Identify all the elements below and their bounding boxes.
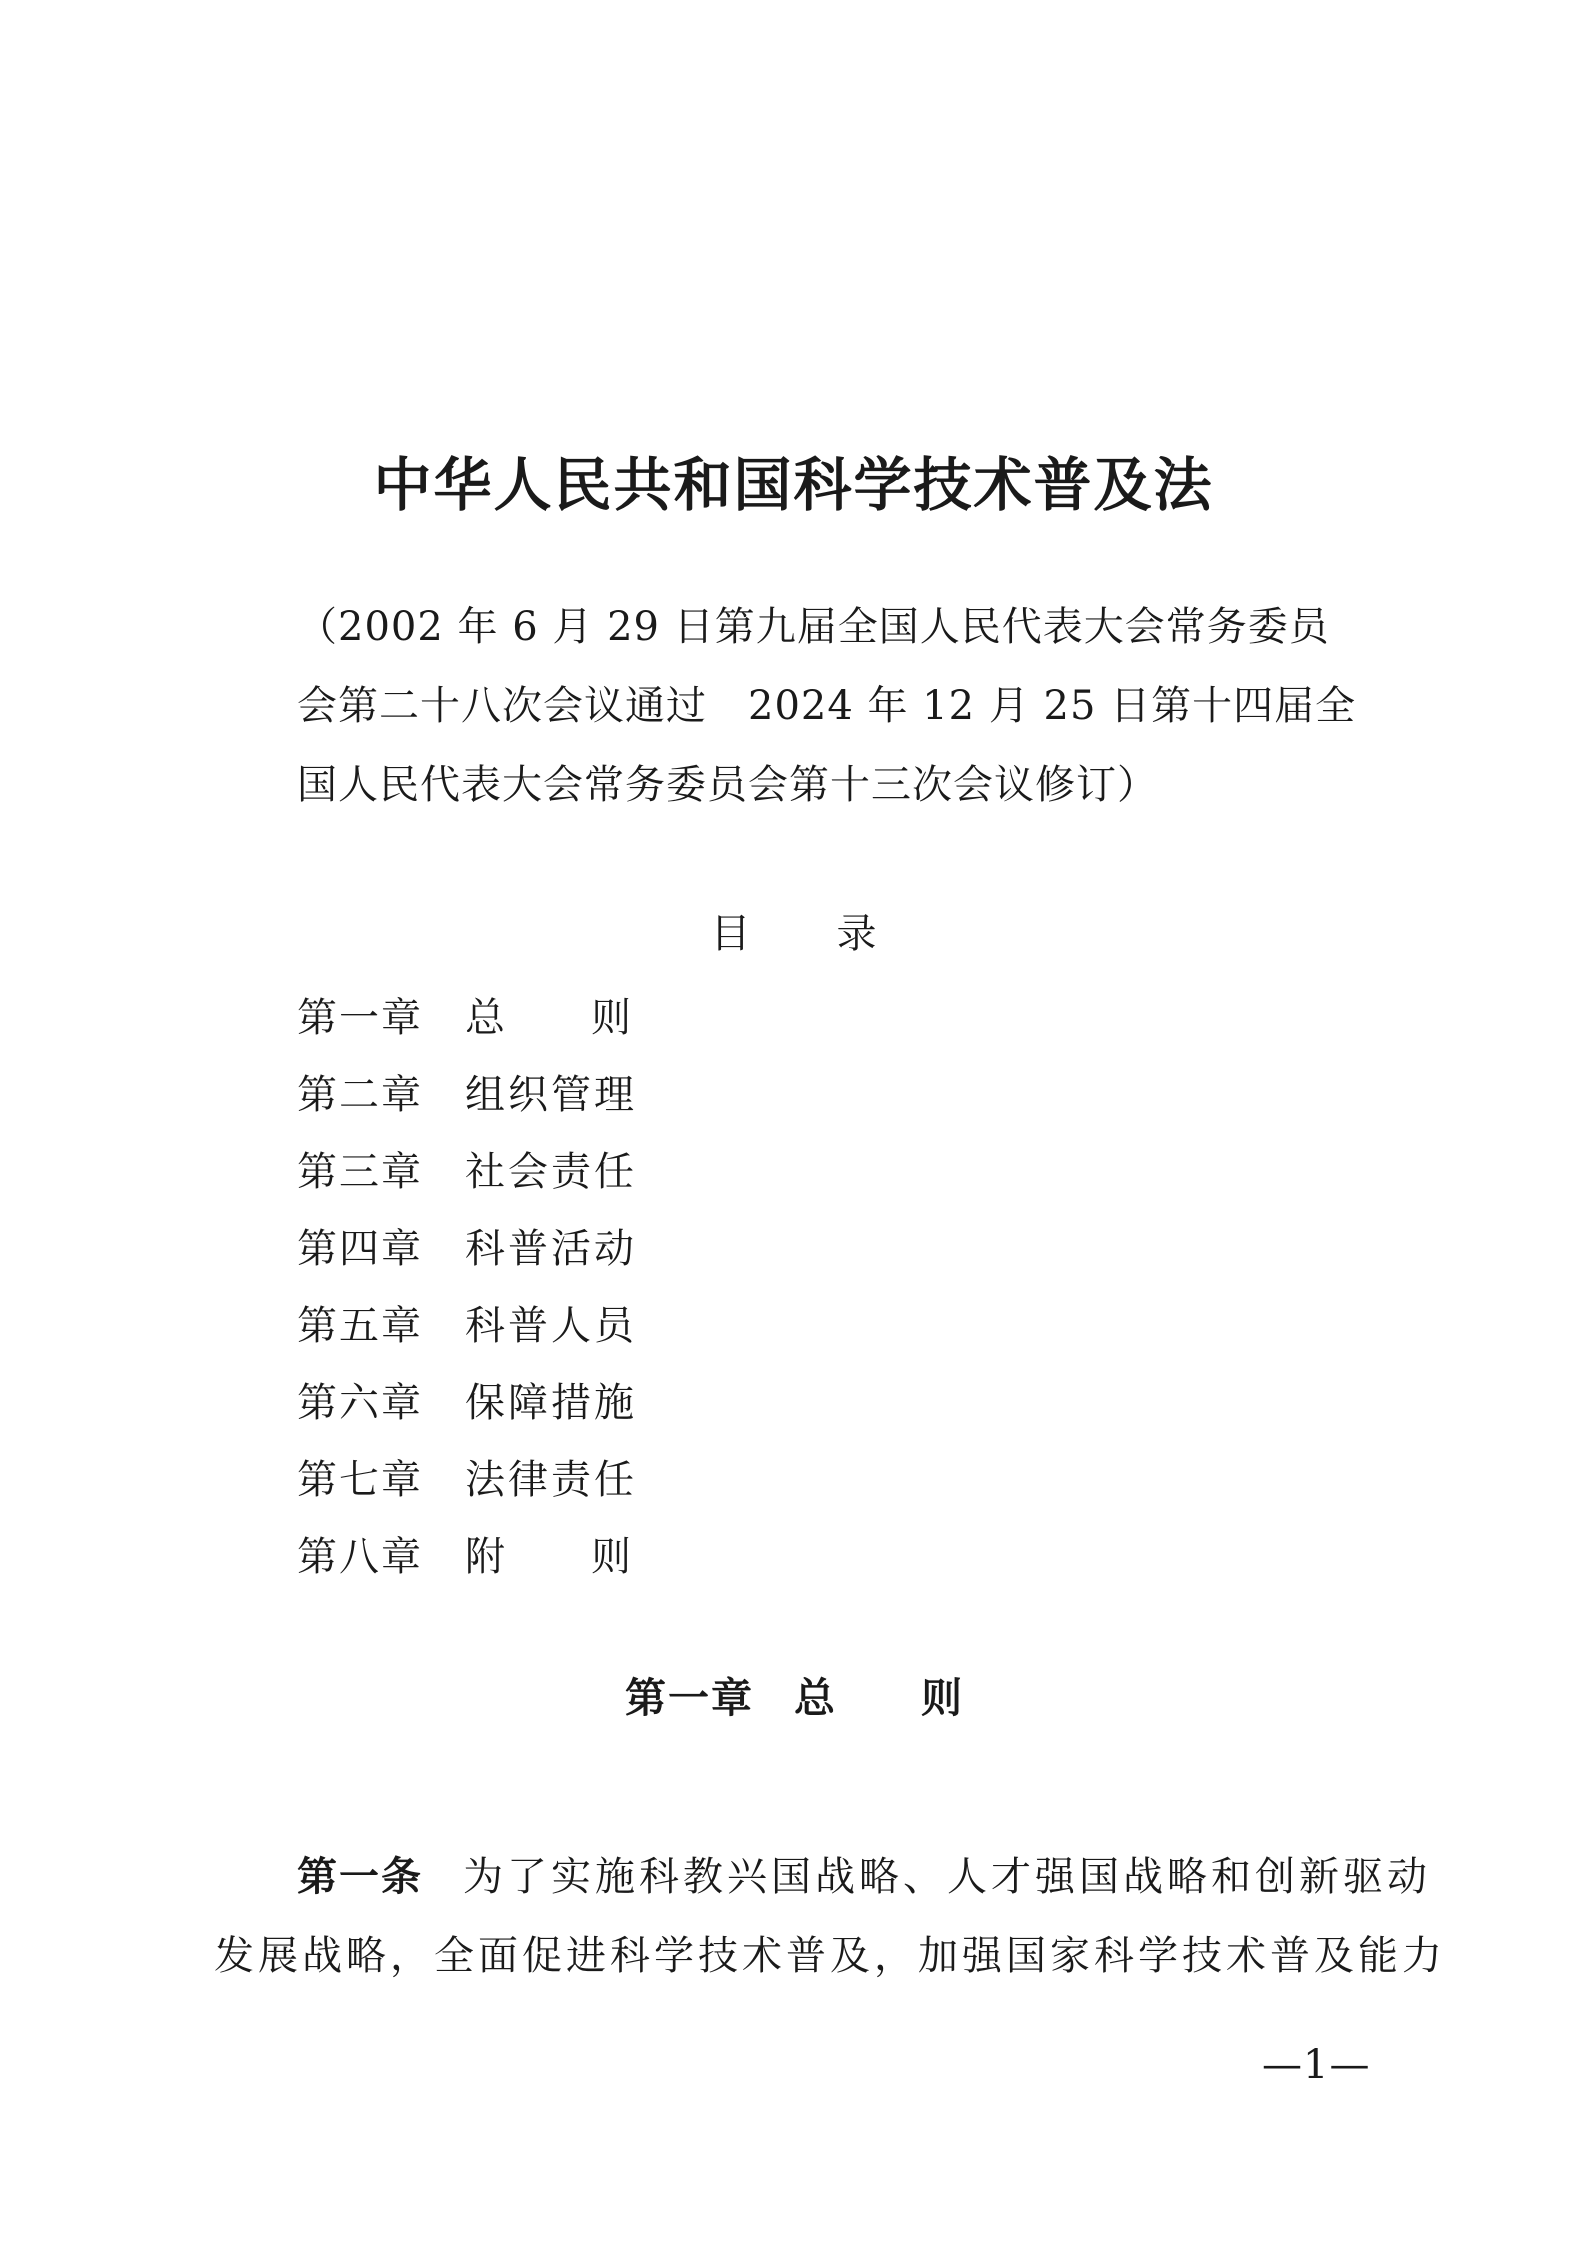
toc-item (297, 1134, 997, 1211)
toc-chapter-number: 第一章 (297, 995, 423, 1041)
adoption-note-line: 国人民代表大会常务委员会第十三次会议修订） (297, 762, 1158, 808)
table-of-contents (297, 980, 997, 1596)
article-paragraph (214, 1838, 1446, 1996)
article-first-line (214, 1838, 1431, 1917)
toc-chapter-number: 第三章 (297, 1149, 423, 1195)
adoption-note-line: （2002 年 6 月 29 日第九届全国人民代表大会常务委员 (297, 604, 1330, 650)
article-text: 发展战略，全面促进科学技术普及，加强国家科学技术普及能力 (214, 1933, 1446, 1979)
toc-item (297, 1365, 997, 1442)
article-label: 第一条 (297, 1854, 423, 1900)
page-number: —1— (1262, 2042, 1371, 2088)
chapter-number: 第一章 (625, 1674, 754, 1722)
toc-chapter-number: 第七章 (297, 1457, 423, 1503)
toc-item (297, 980, 997, 1057)
toc-chapter-name: 科普活动 (465, 1226, 637, 1272)
toc-chapter-number: 第八章 (297, 1534, 423, 1580)
toc-chapter-name: 科普人员 (465, 1303, 637, 1349)
toc-chapter-number: 第二章 (297, 1072, 423, 1118)
toc-chapter-name: 保障措施 (465, 1380, 637, 1426)
toc-item (297, 1057, 997, 1134)
adoption-note (297, 588, 1357, 825)
article-text: 为了实施科教兴国战略、人才强国战略和创新驱动 (463, 1854, 1431, 1900)
toc-heading: 目录 (710, 911, 963, 957)
document-title: 中华人民共和国科学技术普及法 (373, 451, 1214, 519)
toc-chapter-name: 社会责任 (465, 1149, 637, 1195)
toc-item (297, 1211, 997, 1288)
toc-chapter-number: 第四章 (297, 1226, 423, 1272)
toc-chapter-name: 总则 (465, 995, 717, 1041)
toc-chapter-name: 法律责任 (465, 1457, 637, 1503)
chapter-heading (0, 1665, 1587, 1724)
toc-chapter-number: 第五章 (297, 1303, 423, 1349)
toc-chapter-name: 附则 (465, 1534, 717, 1580)
toc-chapter-number: 第六章 (297, 1380, 423, 1426)
toc-chapter-name: 组织管理 (465, 1072, 637, 1118)
toc-item (297, 1288, 997, 1365)
chapter-name: 总则 (794, 1674, 1048, 1722)
adoption-note-line: 会第二十八次会议通过 2024 年 12 月 25 日第十四届全 (297, 683, 1357, 729)
toc-item (297, 1442, 997, 1519)
toc-item (297, 1519, 997, 1596)
